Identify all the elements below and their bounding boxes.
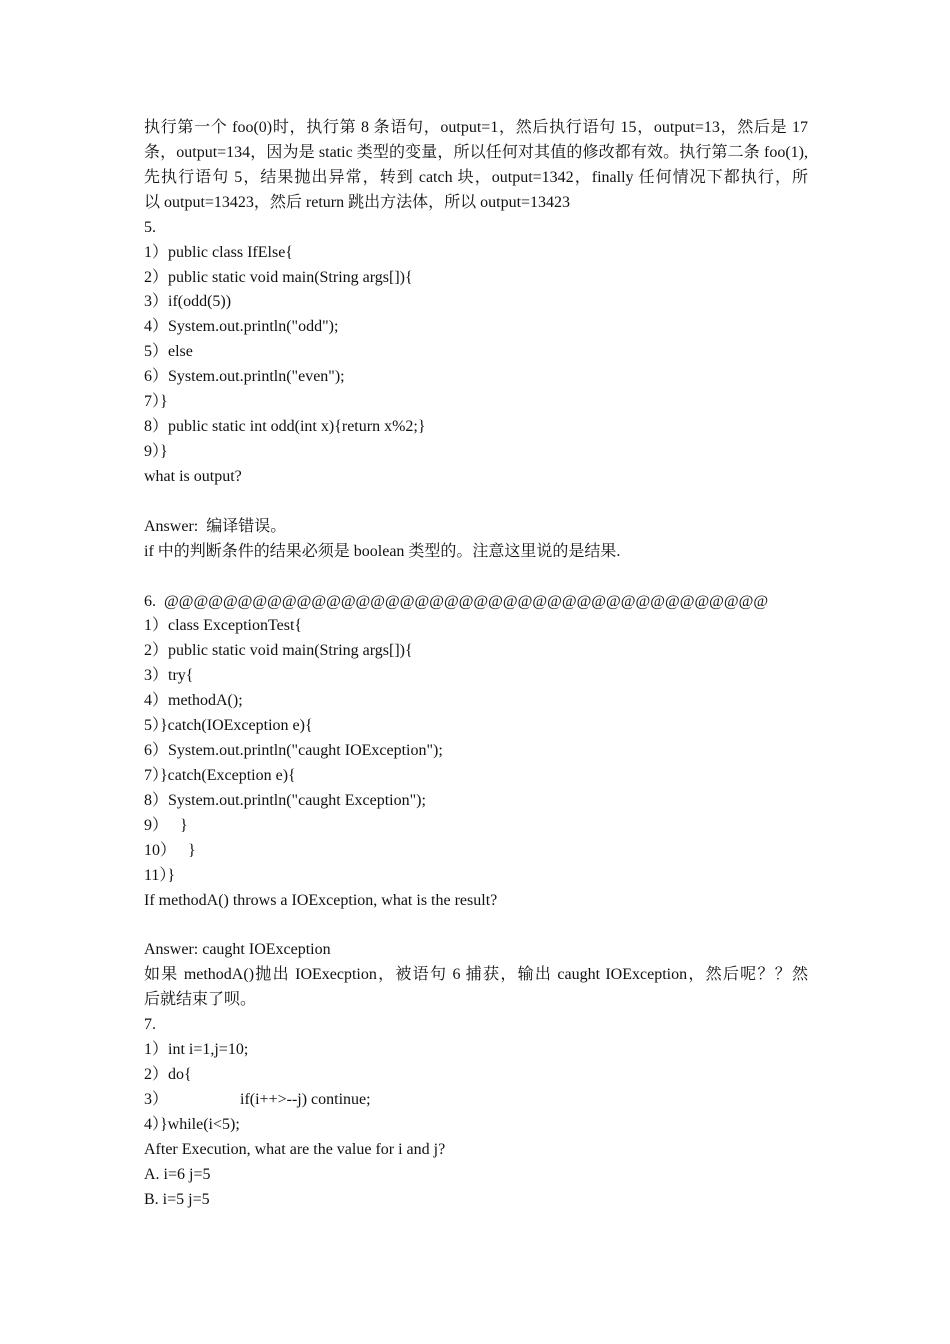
blank-line <box>144 565 808 590</box>
paragraph-line: 以 output=13423，然后 return 跳出方法体，所以 output=13423 <box>144 193 571 211</box>
paragraph-line: 条，output=134，因为是 static 类型的变量，所以任何对其值的修改都有效。执行第二条 foo(1), <box>144 143 808 161</box>
option-a: A. i=6 j=5 <box>144 1165 211 1183</box>
code-line: 9） } <box>144 816 188 834</box>
blank-line <box>144 490 808 515</box>
option-b: B. i=5 j=5 <box>144 1190 210 1208</box>
code-line: 9）} <box>144 442 168 460</box>
question-number: 7. <box>144 1016 156 1034</box>
question-text: what is output? <box>144 467 242 485</box>
code-line: 3） if(i++>--j) continue; <box>144 1090 371 1108</box>
blank-line <box>144 914 808 939</box>
paragraph-line: 先执行语句 5，结果抛出异常，转到 catch 块，output=1342，finally 任何情况下都执行，所 <box>144 168 808 186</box>
code-line: 3）try{ <box>144 667 194 685</box>
code-line: 4）System.out.println("odd"); <box>144 318 339 336</box>
question-number: 6. @@@@@@@@@@@@@@@@@@@@@@@@@@@@@@@@@@@@@@@@@ <box>144 592 769 610</box>
code-line: 2）public static void main(String args[]){ <box>144 268 413 286</box>
question-number: 5. <box>144 218 156 236</box>
code-line: 5）else <box>144 343 193 361</box>
question-text: If methodA() throws a IOException, what is the result? <box>144 891 498 909</box>
document-body <box>144 116 808 1213</box>
answer-line: Answer: caught IOException <box>144 941 331 959</box>
code-line: 1）int i=1,j=10; <box>144 1041 249 1059</box>
code-line: 6）System.out.println("even"); <box>144 368 345 386</box>
code-line: 10） } <box>144 841 196 859</box>
code-line: 11）} <box>144 866 176 884</box>
code-line: 3）if(odd(5)) <box>144 293 232 311</box>
code-line: 2）do{ <box>144 1066 192 1084</box>
paragraph-line: 执行第一个 foo(0)时，执行第 8 条语句，output=1，然后执行语句 15，output=13，然后是 17 <box>144 119 808 136</box>
question-text: After Execution, what are the value for i and j? <box>144 1140 446 1158</box>
code-line: 8）System.out.println("caught Exception"); <box>144 791 426 809</box>
explanation-line: 后就结束了呗。 <box>144 991 257 1009</box>
explanation-line: 如果 methodA()抛出 IOExecption，被语句 6 捕获，输出 caught IOException，然后呢？？然 <box>144 966 808 984</box>
code-line: 6）System.out.println("caught IOException"); <box>144 742 443 760</box>
code-line: 2）public static void main(String args[]){ <box>144 642 413 660</box>
code-line: 1）class ExceptionTest{ <box>144 617 303 635</box>
explanation-line: if 中的判断条件的结果必须是 boolean 类型的。注意这里说的是结果. <box>144 542 621 560</box>
code-line: 4）methodA(); <box>144 692 243 710</box>
code-line: 4）}while(i<5); <box>144 1115 240 1133</box>
code-line: 1）public class IfElse{ <box>144 243 293 261</box>
code-line: 7）}catch(Exception e){ <box>144 766 296 784</box>
code-line: 7）} <box>144 393 168 411</box>
answer-line: Answer: 编译错误。 <box>144 517 287 535</box>
code-line: 5）}catch(IOException e){ <box>144 717 313 735</box>
code-line: 8）public static int odd(int x){return x%2;} <box>144 418 426 436</box>
